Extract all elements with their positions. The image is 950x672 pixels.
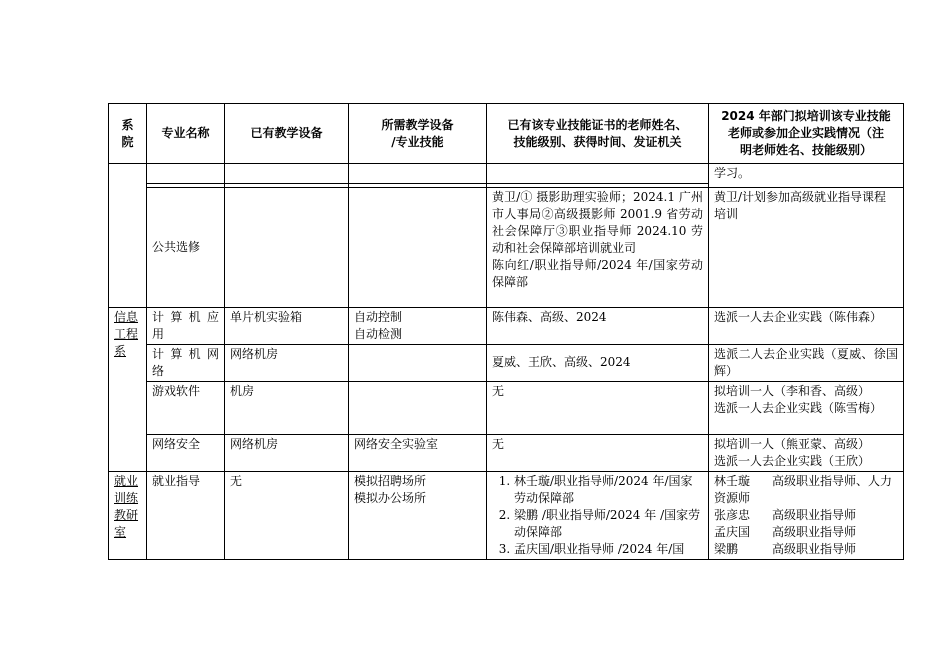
major-cell: 公共选修 — [147, 187, 225, 307]
major-cell: 游戏软件 — [147, 381, 225, 434]
list-item: 2. 梁鹏 /职业指导师/2024 年 /国家劳动保障部 — [514, 507, 703, 541]
existing-equipment-cell: 单片机实验箱 — [225, 307, 349, 344]
required-cell: 网络安全实验室 — [349, 434, 487, 471]
header-existing-equipment: 已有教学设备 — [225, 104, 349, 164]
training-plan-cell: 林壬璇 高级职业指导师、人力资源师 张彦忠 高级职业指导师 孟庆国 高级职业指导师 梁鹏 高级职业指导师 — [709, 471, 904, 559]
department-cell-employment: 就业训练教研室 — [109, 471, 147, 559]
certified-teachers-cell: 陈伟森、高级、2024 — [487, 307, 709, 344]
header-training-plan: 2024 年部门拟培训该专业技能 老师或参加企业实践情况（注 明老师姓名、技能级别） — [709, 104, 904, 164]
existing-equipment-cell: 机房 — [225, 381, 349, 434]
header-required: 所需教学设备 /专业技能 — [349, 104, 487, 164]
certified-teachers-cell: 黄卫/① 摄影助理实验师；2024.1 广州市人事局②高级摄影师 2001.9 省劳动社会保障厅③职业指导师 2024.10 劳动和社会保障部培训就业司 陈向红/职业指导师/2024 年/国家劳动保障部 — [487, 187, 709, 307]
existing-equipment-cell: 网络机房 — [225, 434, 349, 471]
department-cell-info: 信息工程系 — [109, 307, 147, 471]
header-major: 专业名称 — [147, 104, 225, 164]
list-item: 1. 林壬璇/职业指导师/2024 年/国家劳动保障部 — [514, 473, 703, 507]
required-cell — [349, 344, 487, 381]
certified-teachers-cell: 无 — [487, 434, 709, 471]
table-row — [109, 381, 904, 434]
certified-teachers-cell: 无 — [487, 381, 709, 434]
required-cell: 模拟招聘场所 模拟办公场所 — [349, 471, 487, 559]
training-plan-cell: 黄卫/计划参加高级就业指导课程培训 — [709, 187, 904, 307]
table-row — [109, 344, 904, 381]
required-cell: 自动控制 自动检测 — [349, 307, 487, 344]
table-row — [109, 187, 904, 307]
table-row — [109, 434, 904, 471]
training-table — [108, 103, 904, 560]
major-cell: 计 算 机 网 络 — [147, 344, 225, 381]
table-row — [109, 307, 904, 344]
header-row — [109, 104, 904, 164]
required-cell — [349, 381, 487, 434]
continuation-text: 学习。 — [709, 164, 904, 184]
header-department: 系 院 — [109, 104, 147, 164]
training-plan-cell: 选派一人去企业实践（陈伟森） — [709, 307, 904, 344]
major-cell: 就业指导 — [147, 471, 225, 559]
training-plan-cell: 拟培训一人（熊亚蒙、高级） 选派一人去企业实践（王欣） — [709, 434, 904, 471]
existing-equipment-cell: 无 — [225, 471, 349, 559]
table-row — [109, 471, 904, 559]
certified-teachers-cell: 夏威、王欣、高级、2024 — [487, 344, 709, 381]
list-item: 3. 孟庆国/职业指导师 /2024 年/国 — [514, 541, 703, 558]
department-cell-blank — [109, 164, 147, 308]
major-cell: 网络安全 — [147, 434, 225, 471]
certified-teachers-cell — [487, 471, 709, 559]
header-certified-teachers: 已有该专业技能证书的老师姓名、 技能级别、获得时间、发证机关 — [487, 104, 709, 164]
training-plan-cell: 选派二人去企业实践（夏威、徐国辉） — [709, 344, 904, 381]
major-cell: 计 算 机 应 用 — [147, 307, 225, 344]
training-plan-cell: 拟培训一人（李和香、高级） 选派一人去企业实践（陈雪梅） — [709, 381, 904, 434]
existing-equipment-cell: 网络机房 — [225, 344, 349, 381]
table-row — [109, 164, 904, 184]
